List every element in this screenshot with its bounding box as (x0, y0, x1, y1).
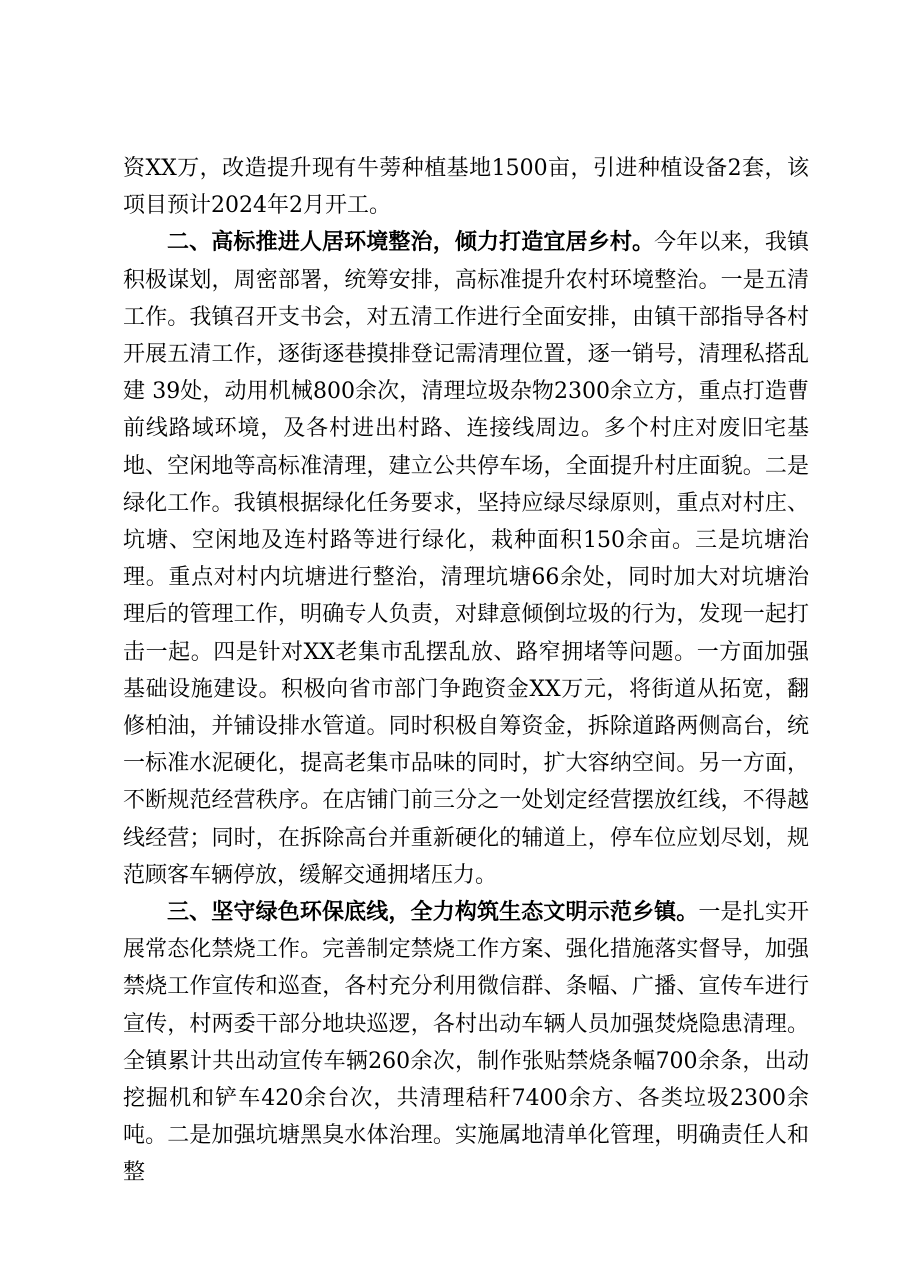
section-2-heading: 二、高标推进人居环境整治，倾力打造宜居乡村。 (167, 229, 655, 256)
paragraph-section-3 (123, 894, 809, 1192)
section-3-heading: 三、坚守绿色环保底线，全力构筑生态文明示范乡镇。 (167, 899, 699, 926)
section-2-body: 今年以来，我镇积极谋划，周密部署，统筹安排，高标准提升农村环境整治。一是五清工作。我镇召开支书会，对五清工作进行全面安排，由镇干部指导各村开展五清工作，逐街逐巷摸排登记需清理位置，逐一销号，清理私搭乱建 39处，动用机械800余次，清理垃圾杂物2300余立方，重点打造曹前线路域环境，及各村进出村路、连接线周边。多个村庄对废旧宅基地、空闲地等高标准清理，建立公共停车场，全面提升村庄面貌。二是绿化工作。我镇根据绿化任务要求，坚持应绿尽绿原则，重点对村庄、坑塘、空闲地及连村路等进行绿化，栽种面积150余亩。三是坑塘治理。重点对村内坑塘进行整治，清理坑塘66余处，同时加大对坑塘治理后的管理工作，明确专人负责，对肆意倾倒垃圾的行为，发现一起打击一起。四是针对XX老集市乱摆乱放、路窄拥堵等问题。一方面加强基础设施建设。积极向省市部门争跑资金XX万元，将街道从拓宽，翻修柏油，并铺设排水管道。同时积极自筹资金，拆除道路两侧高台，统一标准水泥硬化，提高老集市品味的同时，扩大容纳空间。另一方面，不断规范经营秩序。在店铺门前三分之一处划定经营摆放红线，不得越线经营；同时，在拆除高台并重新硬化的辅道上，停车位应划尽划，规范顾客车辆停放，缓解交通拥堵压力。 (123, 230, 809, 888)
paragraph-continuation: 资XX万，改造提升现有牛蒡种植基地1500亩，引进种植设备2套，该项目预计2024年2月开工。 (123, 156, 809, 219)
paragraph-section-2 (123, 224, 809, 894)
document-body (123, 150, 809, 1192)
section-3-body: 一是扎实开展常态化禁烧工作。完善制定禁烧工作方案、强化措施落实督导，加强禁烧工作宣传和巡查，各村充分利用微信群、条幅、广播、宣传车进行宣传，村两委干部分地块巡逻，各村出动车辆人员加强焚烧隐患清理。全镇累计共出动宣传车辆260余次，制作张贴禁烧条幅700余条，出动挖掘机和铲车420余台次，共清理秸秆7400余方、各类垃圾2300余吨。二是加强坑塘黑臭水体治理。实施属地清单化管理，明确责任人和整 (123, 900, 809, 1186)
